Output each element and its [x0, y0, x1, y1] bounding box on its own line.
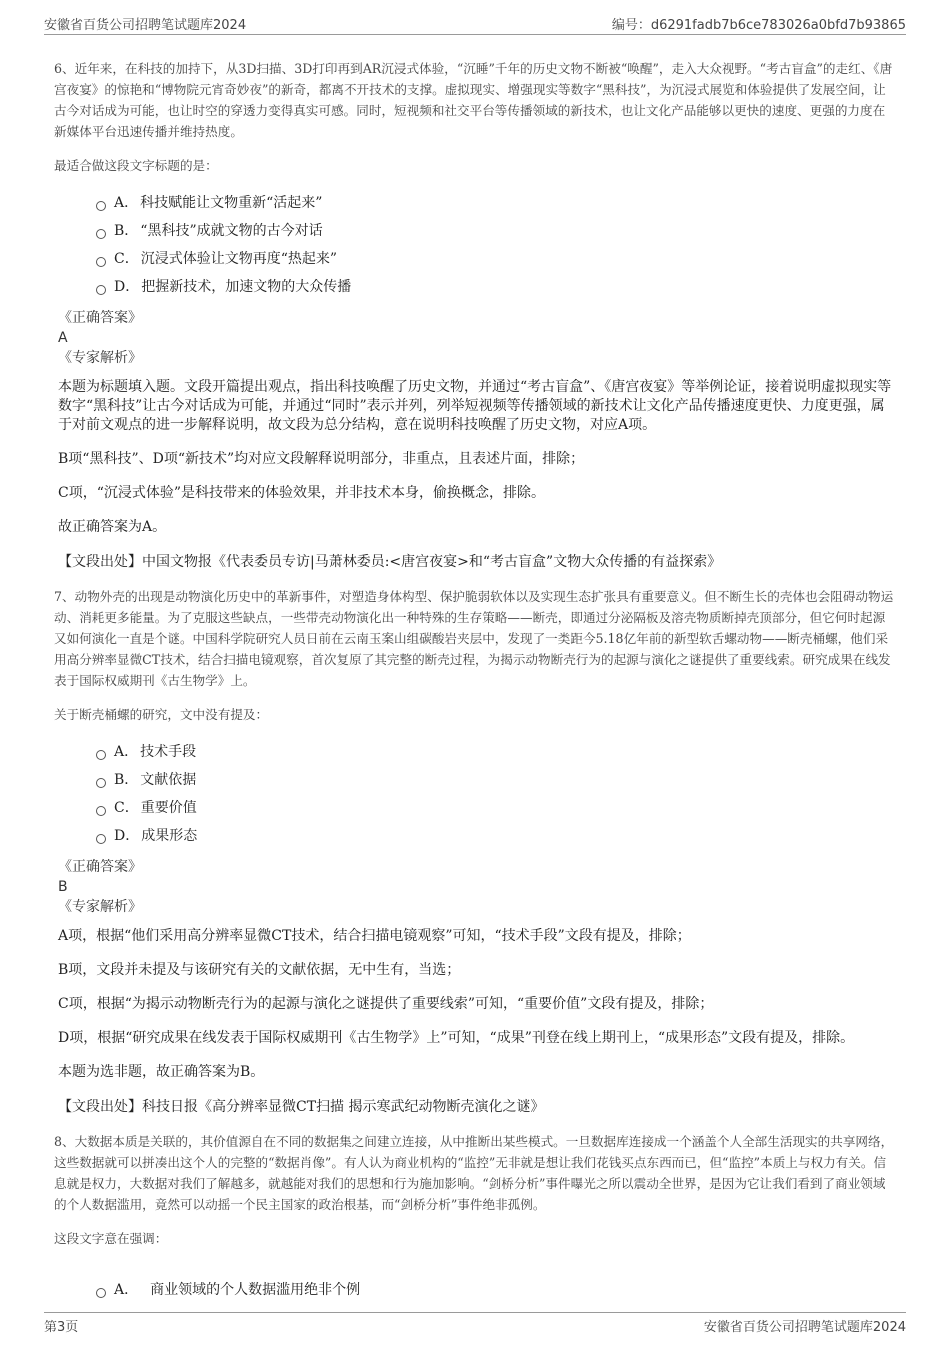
question-stem: 6、近年来，在科技的加持下，从3D扫描、3D打印再到AR沉浸式体验，“沉睡”千年的历史文物不断被“唤醒”，走入大众视野。“考古盲盒”的走红、《唐宫夜宴》的惊艳和“博物院元宵奇妙夜”的新奇，都离不开技术的支撑。虚拟现实、增强现实等数字“黑科技”，为沉浸式展览和体验提供了发展空间，让古今对话成为可能，也让时空的穿透力变得真实可感。同时，短视频和社交平台等传播领域的新技术，也让文化产品能够以更快的速度、更强的力度在新媒体平台迅速传播并维持热度。: [54, 61, 893, 139]
option-letter: B．: [114, 223, 139, 239]
radio-icon[interactable]: [96, 750, 106, 760]
passage-source: 【文段出处】中国文物报《代表委员专访|马萧林委员:<唐宫夜宴>和“考古盲盒”文物大众传播的有益探索》: [58, 554, 722, 570]
option-text: 技术手段: [140, 744, 197, 760]
expert-analysis: [54, 378, 894, 537]
option-b[interactable]: [96, 765, 894, 793]
option-text: 重要价值: [140, 800, 197, 816]
analysis-paragraph: 本题为标题填入题。文段开篇提出观点，指出科技唤醒了历史文物，并通过“考古盲盒”、《唐宫夜宴》等举例论证，接着说明虚拟现实等数字“黑科技”让古今对话成为可能，并通过“同时”表示并列，列举短视频等传播领域的新技术让文化产品传播速度更快、力度更强，属于对前文观点的进一步解释说明，故文段为总分结构，意在说明科技唤醒了历史文物，对应A项。: [58, 379, 892, 433]
expert-analysis-label: 《专家解析》: [58, 899, 142, 915]
radio-icon[interactable]: [96, 285, 106, 295]
expert-analysis: [54, 927, 894, 1082]
option-text: 成果形态: [141, 828, 198, 844]
analysis-paragraph: B项，文段并未提及与该研究有关的文献依据，无中生有，当选；: [58, 962, 461, 978]
option-text: 文献依据: [140, 772, 197, 788]
question-stem: 7、动物外壳的出现是动物演化历史中的革新事件，对塑造身体构型、保护脆弱软体以及实现生态扩张具有重要意义。但不断生长的壳体也会阻碍动物运动、消耗更多能量。为了克服这些缺点，一些带壳动物演化出一种特殊的生存策略——断壳，即通过分泌隔板及溶壳物质断掉壳顶部分，但它何时起源又如何演化一直是个谜。中国科学院研究人员日前在云南玉案山组碳酸岩夹层中，发现了一类距今5.18亿年前的新型软舌螺动物——断壳桶螺，他们采用高分辨率显微CT技术，结合扫描电镜观察，首次复原了其完整的断壳过程，为揭示动物断壳行为的起源与演化之谜提供了重要线索。研究成果在线发表于国际权威期刊《古生物学》上。: [54, 589, 894, 688]
radio-icon[interactable]: [96, 834, 106, 844]
question-8: [54, 1131, 894, 1303]
analysis-paragraph: D项，根据“研究成果在线发表于国际权威期刊《古生物学》上”可知，“成果”刊登在线上期刊上，“成果形态”文段有提及，排除。: [58, 1030, 855, 1046]
option-d[interactable]: [96, 272, 894, 300]
option-letter: C．: [114, 251, 139, 267]
option-letter: A．: [114, 195, 139, 211]
radio-icon[interactable]: [96, 778, 106, 788]
correct-answer: B: [58, 879, 68, 895]
option-d[interactable]: [96, 821, 894, 849]
option-letter: A．: [114, 1282, 139, 1298]
analysis-paragraph: A项，根据“他们采用高分辨率显微CT技术，结合扫描电镜观察”可知，“技术手段”文段有提及，排除；: [58, 928, 691, 944]
page-header: [44, 12, 906, 35]
analysis-paragraph: 故正确答案为A。: [58, 519, 167, 535]
option-letter: D．: [114, 828, 140, 844]
option-list: [96, 1275, 894, 1303]
option-c[interactable]: [96, 793, 894, 821]
radio-icon[interactable]: [96, 201, 106, 211]
header-doc-id: 编号：d6291fadb7b6ce783026a0bfd7b93865: [611, 18, 906, 33]
question-6: [54, 58, 894, 572]
header-title: 安徽省百货公司招聘笔试题库2024: [44, 18, 247, 33]
option-letter: A．: [114, 744, 139, 760]
option-letter: B．: [114, 772, 139, 788]
option-text: 科技赋能让文物重新“活起来”: [140, 195, 323, 211]
radio-icon[interactable]: [96, 229, 106, 239]
option-letter: D．: [114, 279, 140, 295]
option-a[interactable]: [96, 188, 894, 216]
option-a[interactable]: [96, 1275, 894, 1303]
radio-icon[interactable]: [96, 257, 106, 267]
option-letter: C．: [114, 800, 139, 816]
analysis-paragraph: B项“黑科技”、D项“新技术”均对应文段解释说明部分，非重点，且表述片面，排除；: [58, 451, 585, 467]
correct-answer-label: 《正确答案》: [58, 859, 142, 875]
option-text: 把握新技术，加速文物的大众传播: [141, 279, 352, 295]
analysis-paragraph: C项，根据“为揭示动物断壳行为的起源与演化之谜提供了重要线索”可知，“重要价值”文段有提及，排除；: [58, 996, 714, 1012]
expert-analysis-label: 《专家解析》: [58, 350, 142, 366]
analysis-paragraph: C项，“沉浸式体验”是科技带来的体验效果，并非技术本身，偷换概念，排除。: [58, 485, 546, 501]
footer-title: 安徽省百货公司招聘笔试题库2024: [703, 1320, 906, 1335]
radio-icon[interactable]: [96, 1288, 106, 1298]
page-footer: [44, 1312, 906, 1337]
option-text: “黑科技”成就文物的古今对话: [140, 223, 323, 239]
radio-icon[interactable]: [96, 806, 106, 816]
question-prompt: 关于断壳桶螺的研究，文中没有提及：: [54, 707, 269, 722]
correct-answer: A: [58, 330, 68, 346]
question-prompt: 这段文字意在强调：: [54, 1231, 168, 1246]
analysis-paragraph: 本题为选非题，故正确答案为B。: [58, 1064, 265, 1080]
question-stem: 8、大数据本质是关联的，其价值源自在不同的数据集之间建立连接，从中推断出某些模式。一旦数据库连接成一个涵盖个人全部生活现实的共享网络，这些数据就可以拼凑出这个人的完整的“数据肖像”。有人认为商业机构的“监控”无非就是想让我们花钱买点东西而已，但“监控”本质上与权力有关。信息就是权力，大数据对我们了解越多，就越能对我们的思想和行为施加影响。“剑桥分析”事件曝光之所以震动全世界，是因为它让我们看到了商业领域的个人数据滥用，竟然可以动摇一个民主国家的政治根基，而“剑桥分析”事件绝非孤例。: [54, 1134, 894, 1212]
page-content: [54, 58, 894, 1303]
page-number: 第3页: [44, 1320, 79, 1335]
option-b[interactable]: [96, 216, 894, 244]
option-list: [96, 737, 894, 849]
passage-source: 【文段出处】科技日报《高分辨率显微CT扫描 揭示寒武纪动物断壳演化之谜》: [58, 1099, 545, 1115]
question-prompt: 最适合做这段文字标题的是：: [54, 158, 218, 173]
option-text: 沉浸式体验让文物再度“热起来”: [140, 251, 338, 267]
option-c[interactable]: [96, 244, 894, 272]
option-a[interactable]: [96, 737, 894, 765]
option-text: 商业领域的个人数据滥用绝非个例: [150, 1282, 361, 1298]
option-list: [96, 188, 894, 300]
question-7: [54, 586, 894, 1117]
correct-answer-label: 《正确答案》: [58, 310, 142, 326]
